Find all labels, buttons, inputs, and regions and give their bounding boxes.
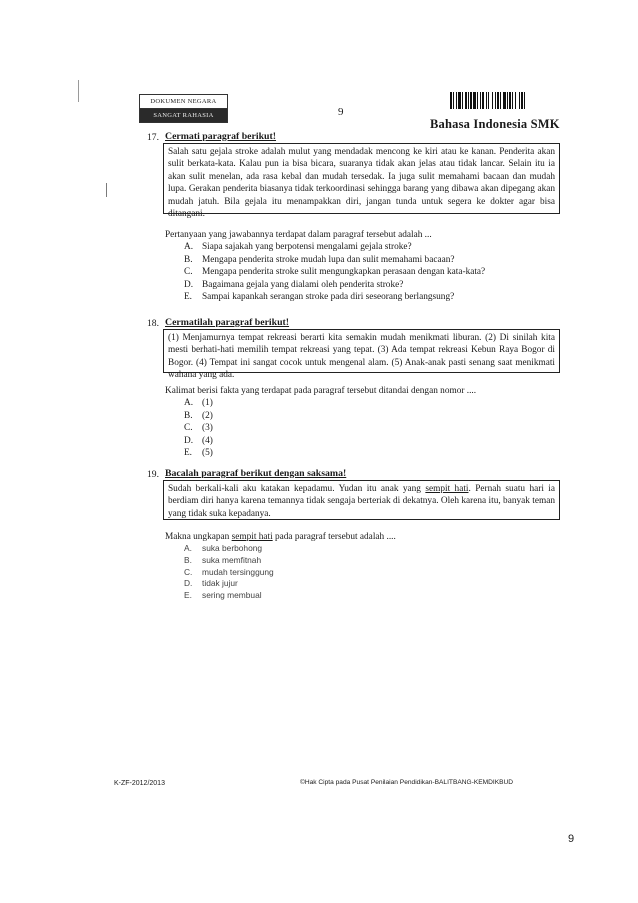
option-text: (4) [202,435,213,446]
footer-copyright: ©Hak Cipta pada Pusat Penilaian Pendidikan-BALITBANG-KEMDIKBUD [300,779,514,786]
option-text: tidak jujur [202,578,238,589]
option-text: Mengapa penderita stroke mudah lupa dan sulit memahami bacaan? [202,254,455,265]
option-text: (2) [202,410,213,421]
question-stem-18: Kalimat berisi fakta yang terdapat pada paragraf tersebut ditandai dengan nomor .... [165,386,477,396]
option-18-d[interactable] [184,435,213,448]
question-stem-19 [165,531,396,543]
footer-code: K-ZF-2012/2013 [114,780,165,787]
option-letter: A. [184,543,192,553]
doc-label: DOKUMEN NEGARA [140,95,227,109]
option-text: suka memfitnah [202,554,262,565]
question-number-18: 18. [147,318,159,329]
stem-idiom: sempit hati [231,532,273,542]
options-19 [184,543,274,602]
option-19-d[interactable] [184,578,274,590]
option-letter: E. [184,292,193,303]
option-text: (5) [202,448,213,459]
question-title-19: Bacalah paragraf berikut dengan saksama! [165,468,347,479]
document-classification-badge [139,94,228,123]
option-letter: B. [184,410,193,421]
option-text: mudah tersinggung [202,566,274,577]
question-number-17: 17. [147,132,159,143]
option-17-e[interactable] [184,291,485,304]
question-number-19: 19. [147,469,159,480]
question-stem-17: Pertanyaan yang jawabannya terdapat dalam paragraf tersebut adalah ... [165,230,432,240]
option-letter: C. [184,423,193,434]
option-18-b[interactable] [184,410,213,423]
option-letter: D. [184,435,194,446]
paragraph-box-18 [163,329,560,381]
options-17 [184,241,485,304]
options-18 [184,397,213,460]
option-letter: C. [184,267,193,278]
secret-label: SANGAT RAHASIA [140,109,227,122]
option-letter: C. [184,566,193,577]
paragraph-box-19 [163,480,560,520]
option-text: Mengapa penderita stroke sulit mengungkapkan perasaan dengan kata-kata? [202,267,486,278]
paragraph-box-17 [163,143,560,220]
option-letter: E. [184,448,193,459]
option-19-b[interactable] [184,555,274,567]
option-letter: D. [184,578,193,589]
scan-mark [106,183,107,197]
stem-part: Makna ungkapan [165,532,232,542]
barcode-bar [525,92,527,109]
paragraph-text-17: Salah satu gejala stroke adalah mulut yang mendadak mencong ke kiri atau ke kanan. Penderita akan sulit berkata-kata. Kalau pun ia bisa bicara, suaranya tidak akan jelas atau tidak lancar. Selain itu ia akan sulit menelan, ada rasa kebal dan mudah tersedak. Ia juga sulit memahami bacaan dan mudah lupa. Gerakan penderita biasanya tidak terkoordinasi sehingga barang yang dibawa akan dipegang akan mudah jatuh. Bila gejala itu menampakkan diri, jangan tunda untuk segera ke dokter agar bisa ditangani. [168,147,555,220]
option-18-e[interactable] [184,447,213,460]
option-17-b[interactable] [184,254,485,267]
option-19-a[interactable] [184,543,274,555]
option-letter: A. [184,398,194,408]
option-letter: B. [184,254,193,265]
option-18-c[interactable] [184,422,213,435]
option-text: Sampai kapankah serangan stroke pada diri seseorang berlangsung? [202,292,455,303]
paragraph-text-19 [168,483,555,520]
page-number-top: 9 [338,106,344,118]
paragraph-text-18: (1) Menjamurnya tempat rekreasi berarti kita semakin mudah menikmati liburan. (2) Di sinilah kita mesti berhati-hati memilih tempat rekreasi yang tepat. (3) Ada tempat rekreasi Kebun Raya Bogor di Bogor. (4) Tempat ini sangat cocok untuk mengenal alam. (5) Anak-anak pasti senang saat menikmati wahana yang ada. [168,333,555,381]
stem-part: pada paragraf tersebut adalah .... [272,532,396,542]
option-19-e[interactable] [184,590,274,602]
option-text: Bagaimana gejala yang dialami oleh penderita stroke? [202,279,404,290]
question-title-17: Cermati paragraf berikut! [165,131,277,142]
option-text: (3) [202,423,213,434]
option-text: sering membual [202,590,262,601]
option-letter: A. [184,242,194,252]
option-letter: D. [184,279,194,290]
option-18-a[interactable] [184,397,213,410]
option-text: (1) [202,398,213,408]
option-17-d[interactable] [184,279,485,292]
option-text: Siapa sajakah yang berpotensi mengalami gejala stroke? [202,242,412,252]
scan-mark [78,80,79,102]
option-letter: E. [184,590,192,601]
barcode-icon [450,92,558,109]
option-17-c[interactable] [184,266,485,279]
paragraph-text-part: Sudah berkali-kali aku katakan kepadamu. Yudan itu anak yang [168,484,426,494]
option-17-a[interactable] [184,241,485,254]
option-19-c[interactable] [184,567,274,579]
subject-title: Bahasa Indonesia SMK [430,117,560,131]
idiom-highlight: sempit hati [425,484,469,494]
option-text: suka berbohong [202,543,263,553]
paragraph-text-part: . Pernah suatu hari ia berdiam diri hanya karena temannya tidak sengaja berteriak di dekatnya. Oleh karena itu, banyak teman yang tidak suka kepadanya. [168,484,556,519]
page-number-bottom: 9 [568,833,575,845]
question-title-18: Cermatilah paragraf berikut! [165,317,290,328]
option-letter: B. [184,554,192,565]
